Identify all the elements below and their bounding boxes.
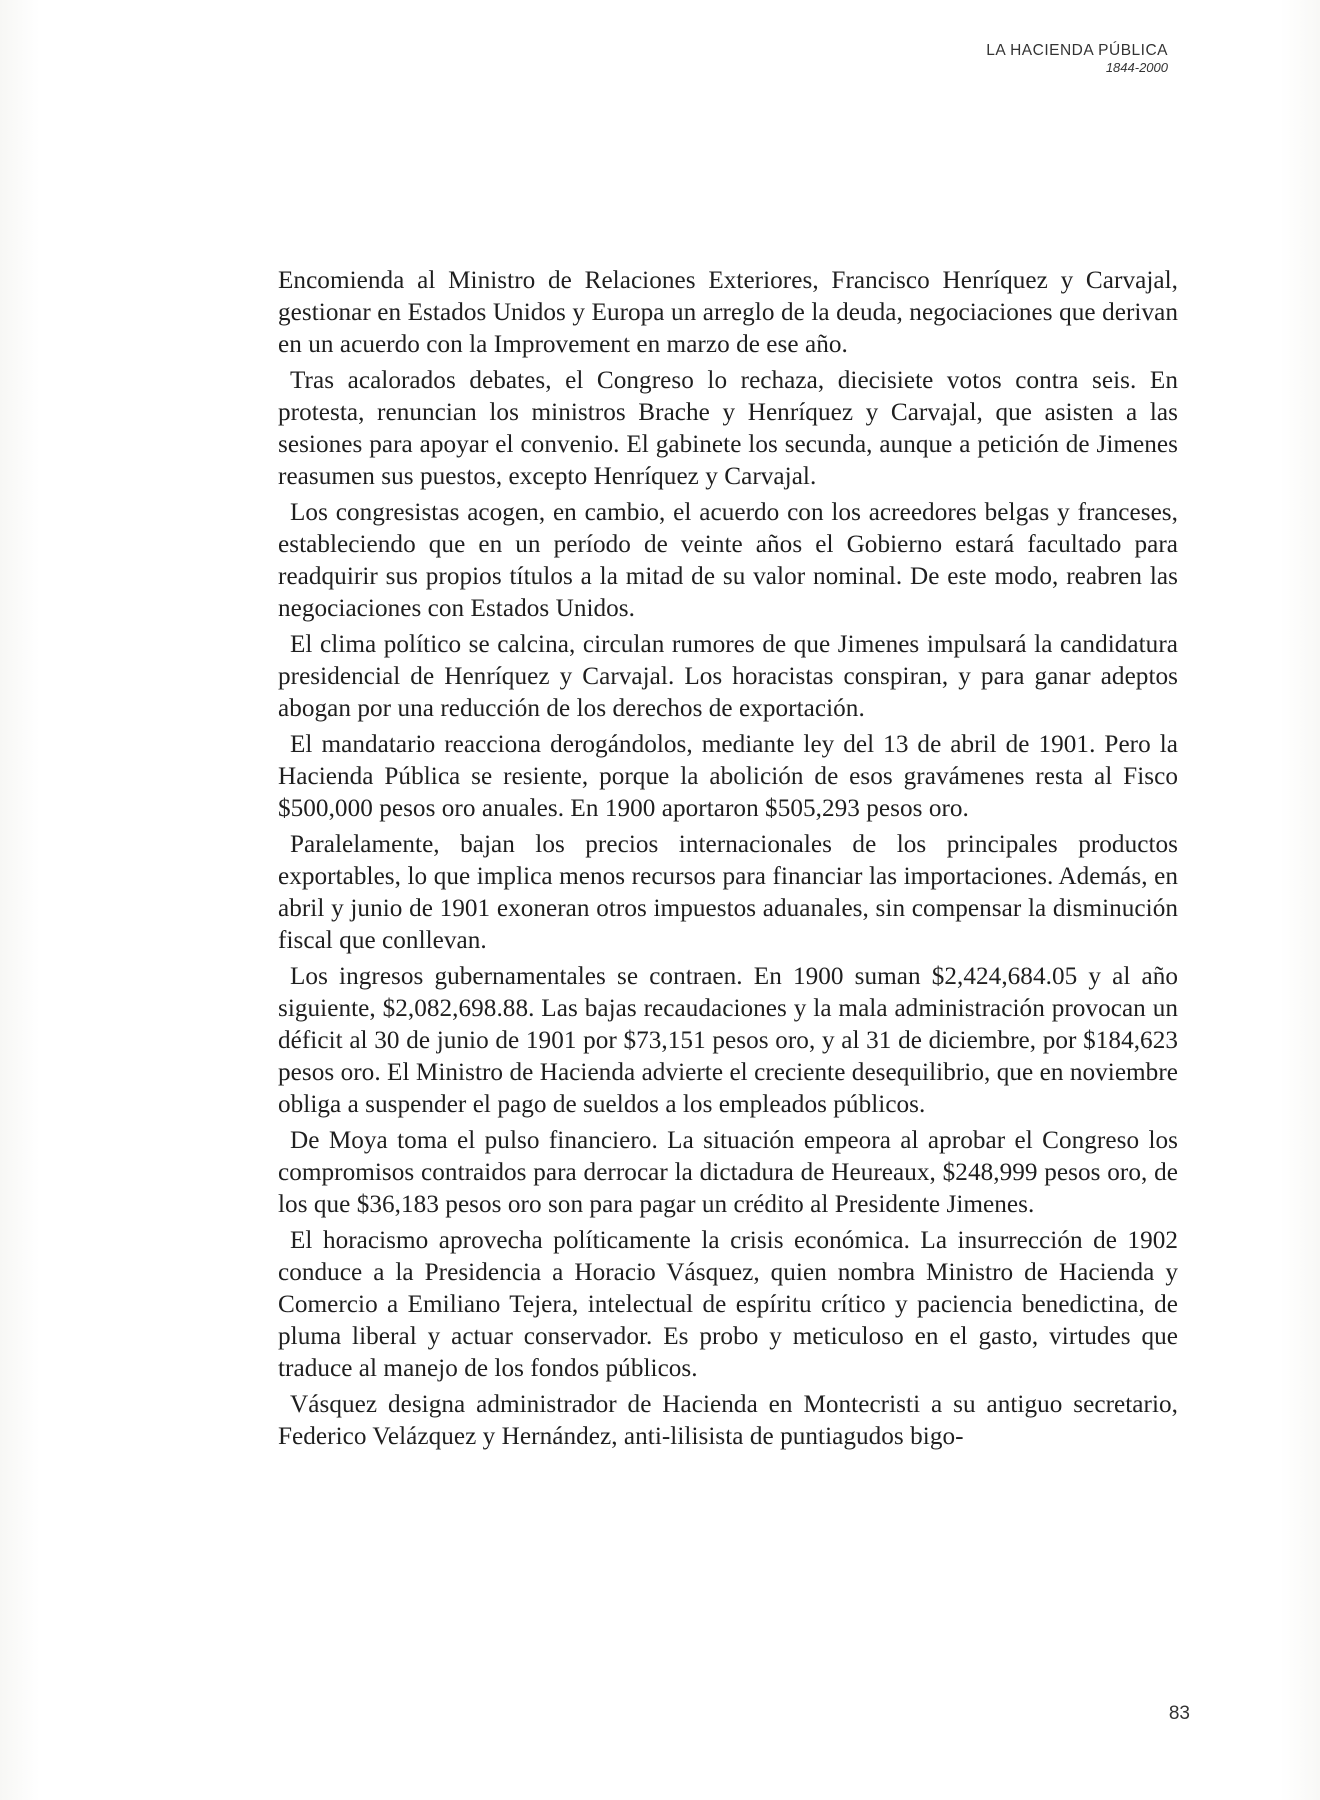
paragraph: Vásquez designa administrador de Hacienda en Montecristi a su antiguo secretario, Federico Velázquez y Hernández, anti-lilisista de puntiagudos bigo- [278, 1391, 1178, 1450]
header-title: LA HACIENDA PÚBLICA [986, 42, 1168, 59]
paragraph: De Moya toma el pulso financiero. La situación empeora al aprobar el Congreso los compromisos contraidos para derrocar la dictadura de Heureaux, $248,999 pesos oro, de los que $36,183 pesos oro son para pagar un crédito al Presidente Jimenes. [278, 1127, 1178, 1218]
paragraph: El horacismo aprovecha políticamente la crisis económica. La insurrección de 1902 conduce a la Presidencia a Horacio Vásquez, quien nombra Ministro de Hacienda y Comercio a Emiliano Tejera, intelectual de espíritu crítico y paciencia benedictina, de pluma liberal y actuar conservador. Es probo y meticuloso en el gasto, virtudes que traduce al manejo de los fondos públicos. [278, 1227, 1178, 1382]
paragraph: Paralelamente, bajan los precios internacionales de los principales productos exportables, lo que implica menos recursos para financiar las importaciones. Además, en abril y junio de 1901 exoneran otros impuestos aduanales, sin compensar la disminución fiscal que conllevan. [278, 831, 1178, 954]
header-years: 1844-2000 [1105, 60, 1168, 75]
paragraph: El mandatario reacciona derogándolos, mediante ley del 13 de abril de 1901. Pero la Hacienda Pública se resiente, porque la abolición de esos gravámenes resta al Fisco $500,000 pesos oro anuales. En 1900 aportaron $505,293 pesos oro. [278, 731, 1178, 822]
paragraph: Tras acalorados debates, el Congreso lo rechaza, diecisiete votos contra seis. En protesta, renuncian los ministros Brache y Henríquez y Carvajal, que asisten a las sesiones para apoyar el convenio. El gabinete los secunda, aunque a petición de Jimenes reasumen sus puestos, excepto Henríquez y Carvajal. [278, 367, 1178, 490]
paragraph: Los congresistas acogen, en cambio, el acuerdo con los acreedores belgas y franceses, estableciendo que en un período de veinte años el Gobierno estará facultado para readquirir sus propios títulos a la mitad de su valor nominal. De este modo, reabren las negociaciones con Estados Unidos. [278, 499, 1178, 622]
paragraph: El clima político se calcina, circulan rumores de que Jimenes impulsará la candidatura presidencial de Henríquez y Carvajal. Los horacistas conspiran, y para ganar adeptos abogan por una reducción de los derechos de exportación. [278, 631, 1178, 722]
paragraph: Encomienda al Ministro de Relaciones Exteriores, Francisco Henríquez y Carvajal, gestionar en Estados Unidos y Europa un arreglo de la deuda, negociaciones que derivan en un acuerdo con la Improvement en marzo de ese año. [278, 267, 1178, 358]
running-header [986, 42, 1168, 76]
paragraph: Los ingresos gubernamentales se contraen. En 1900 suman $2,424,684.05 y al año siguiente, $2,082,698.88. Las bajas recaudaciones y la mala administración provocan un déficit al 30 de junio de 1901 por $73,151 pesos oro, y al 31 de diciembre, por $184,623 pesos oro. El Ministro de Hacienda advierte el creciente desequilibrio, que en noviembre obliga a suspender el pago de sueldos a los empleados públicos. [278, 963, 1178, 1118]
page-number: 83 [1168, 1703, 1190, 1724]
body-text [278, 265, 1178, 1457]
